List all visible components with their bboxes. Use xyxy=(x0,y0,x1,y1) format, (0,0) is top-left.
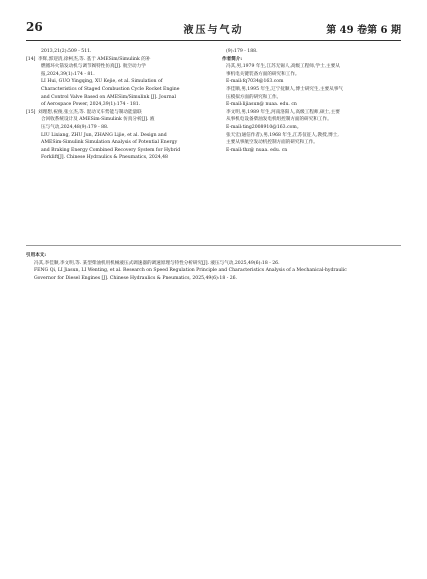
reference-line: 压与气动,2024,48(9):179 - 88. xyxy=(41,124,109,130)
reference-line: and Control Valve Based on AMESim/Simulink [J]. Journal xyxy=(41,94,176,100)
author-line: 压模拟方面的研究和工作。 xyxy=(226,94,282,100)
reference-line: and Braking Energy Combined Recovery System for Hybrid xyxy=(41,147,181,153)
citation-line: Governor for Diesel Engines [J]. Chinese Hydraulics & Pneumatics, 2025,49(6):18 - 26. xyxy=(34,275,238,281)
reference-14 xyxy=(26,56,212,109)
issue-label: 第 49 卷第 6 期 xyxy=(326,25,401,36)
reference-line: 报,2024,39(1):174 - 81. xyxy=(41,71,95,77)
reference-15 xyxy=(26,109,212,162)
reference-line: 合回收系统设计及 AMESim-Simulink 仿真分析[J]. 液 xyxy=(41,117,155,123)
reference-line: LIU Lixiang, ZHU Jun, ZHANG Lijie, et al. Design and xyxy=(41,132,167,138)
author-line: 事机电关键装备方面的研究和工作。 xyxy=(226,71,300,77)
page-number: 26 xyxy=(26,20,43,34)
reference-number: [15] xyxy=(26,109,36,115)
author-line: 冯其,男,1979 年生,江苏无锡人,高级工程师,学士,主要从 xyxy=(226,64,340,70)
reference-line: of Aerospace Power, 2024,39(1):174 - 181. xyxy=(41,102,141,108)
reference-line: 李辉,郭迎清,徐柯杰,等. 基于 AMESim/Simulink 的补 xyxy=(38,56,151,62)
author-email: E-mail:lijiasun@ nuaa. edu. cn xyxy=(226,102,297,108)
author-line: 张天宏(通信作者),男,1968 年生,江苏仪征人,教授,博士, xyxy=(226,132,339,138)
reference-line: Characteristics of Staged Combustion Cycle Rocket Engine xyxy=(41,86,180,92)
author-email: E-mail:thz@ nuaa. edu. cn xyxy=(226,147,288,153)
author-line: 主要从事航空发动机控制方面的研究和工作。 xyxy=(226,140,318,146)
running-header xyxy=(26,18,401,41)
reference-line: AMESim-Simulink Simulation Analysis of Potential Energy xyxy=(41,140,178,146)
reference-continuation: (9):179 - 188. xyxy=(226,49,258,54)
authors-column xyxy=(222,48,402,154)
reference-number: [14] xyxy=(26,56,36,62)
author-line: 李文明,男,1989 年生,河南洛阳人,高级工程师,硕士,主要 xyxy=(226,109,340,115)
reference-line: Forklift[J]. Chinese Hydraulics & Pneumatics, 2024,48 xyxy=(41,155,168,161)
reference-continuation: 2013,21(2):509 - 511. xyxy=(41,49,92,54)
citation-line: 冯其,李佳顺,李文明,等. 某型柴油机用机械液压式调速器的调速原理与特性分析研究[J]. 液压与气动,2025,49(6):18 - 26. xyxy=(34,260,280,266)
citation-heading: 引用本文: xyxy=(26,253,47,258)
author-line: 从事机电设备柴油发电机组控制方面的研究和工作。 xyxy=(226,117,332,123)
authors-heading: 作者简介: xyxy=(222,56,243,62)
citation-line: FENG Qi, LI Jiasun, LI Wenting, et al. Research on Speed Regulation Principle and Characteristics Analysis of a Mechanical-hydraulic xyxy=(34,268,347,274)
author-email: E-mail:ting2008910@163.com。 xyxy=(226,124,302,130)
reference-line: 刘理想,祝俊,张立杰,等. 混动叉车势能与制动能量联 xyxy=(38,109,142,115)
citation-block xyxy=(26,245,401,282)
author-email: E-mail:fq7034@163.com xyxy=(226,79,284,85)
journal-title: 液压与气动 xyxy=(183,25,244,36)
author-line: 李佳顺,男,1995 年生,辽宁抚顺人,博士研究生,主要从事气 xyxy=(226,86,343,92)
references-column xyxy=(26,48,212,162)
reference-line: LI Hui, GUO Yingqing, XU Kejie, et al. Simulation of xyxy=(41,79,163,85)
reference-line: 燃循环火箭发动机与调节阀特性仿真[J]. 航空动力学 xyxy=(41,64,146,70)
